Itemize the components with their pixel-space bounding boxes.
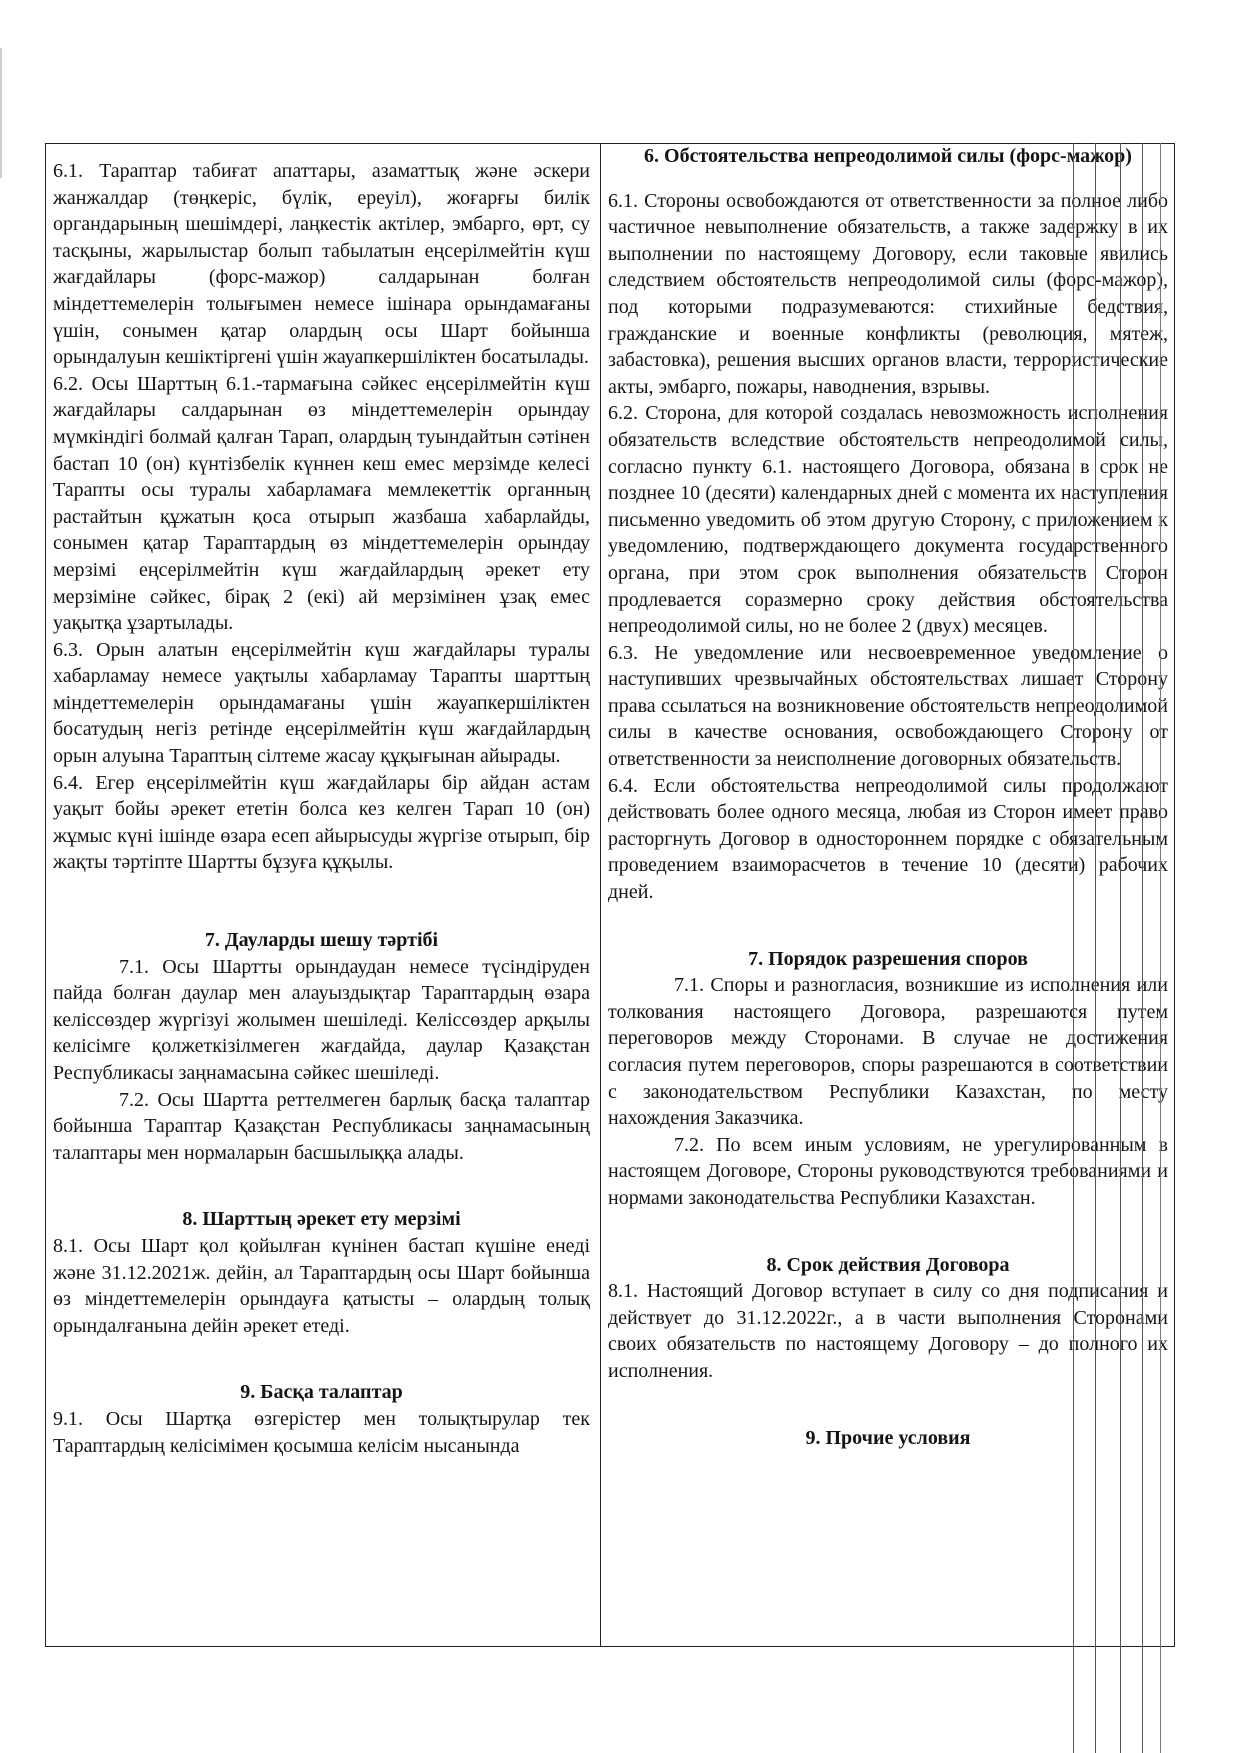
ru-section-6-heading: 6. Обстоятельства непреодолимой силы (форс-мажор) — [644, 145, 1132, 167]
kz-clause-6-2: 6.2. Осы Шарттың 6.1.-тармағына сәйкес еңсерілмейтін күш жағдайлары салдарынан өз міндеттемелерін орындау мүмкіндігі болмай қалған Тарап, олардың туындайтын сәтінен бастап 10 (он) күнтізбелік күннен кеш емес мерзімде келесі Тарапты осы туралы хабарламаға мемлекеттік органның растайтын құжатын қоса отырып жазбаша хабарлайды, сонымен қатар Тараптардың өз міндеттемелерін орындау мерзімі еңсерілмейтін күш жағдайлардың әрекет ету мерзіміне сәйкес, бірақ 2 (екі) ай мерзімінен ұзақ емес уақытқа ұзартылады. — [53, 372, 590, 635]
binding-stripe — [1120, 143, 1121, 1753]
ru-clause-6-2: 6.2. Сторона, для которой создалась невозможность исполнения обязательств вследствие обстоятельств непреодолимой силы, согласно пункту 6.1. настоящего Договора, обязана в срок не позднее 10 (десяти) календарных дней с момента их наступления письменно уведомить об этом другую Сторону, с приложением к уведомлению, подтверждающего документа государственного органа, при этом срок выполнения обязательств Сторон продлевается соразмерно сроку действия обстоятельства непреодолимой силы, но не более 2 (двух) месяцев. — [608, 402, 1168, 638]
kz-clause-8-1: 8.1. Осы Шарт қол қойылған күнінен бастап күшіне енеді және 31.12.2021ж. дейін, ал Тараптардың осы Шарт бойынша өз міндеттемелерін орындауға қатысты – олардың толық орындалғанына дейін әрекет етеді. — [53, 1234, 590, 1337]
kazakh-column — [53, 143, 590, 1643]
column-divider — [600, 143, 601, 1647]
ru-clause-6-1: 6.1. Стороны освобождаются от ответственности за полное либо частичное невыполнение обязательств, а также задержку в их выполнении по настоящему Договору, если таковые явились следствием обстоятельств непреодолимой силы (форс-мажор), под которыми подразумеваются: стихийные бедствия, гражданские и военные конфликты (революция, мятеж, забастовка), решения высших органов власти, террористические акты, эмбарго, пожары, наводнения, взрывы. — [608, 189, 1168, 398]
kz-section-9-heading: 9. Басқа талаптар — [240, 1381, 403, 1404]
kz-clause-7-2: 7.2. Осы Шартта реттелмеген барлық басқа талаптар бойынша Тараптар Қазақстан Республикасы заңнамасының талаптары мен нормаларын басшылыққа алады. — [53, 1088, 590, 1164]
ru-clause-7-1: 7.1. Споры и разногласия, возникшие из исполнения или толкования настоящего Договора, разрешаются путем переговоров между Сторонами. В случае не достижения согласия путем переговоров, споры разрешаются в соответствии с законодательством Республики Казахстан, по месту нахождения Заказчика. — [608, 974, 1168, 1130]
ru-section-9-heading: 9. Прочие условия — [805, 1426, 971, 1449]
scan-edge-mark — [0, 48, 2, 178]
kz-clause-6-1: 6.1. Тараптар табиғат апаттары, азаматтық және әскери жанжалдар (төңкеріс, бүлік, ереуіл), жоғарғы билік органдарының шешімдері, лаңкестік актілер, эмбарго, өрт, су тасқыны, жарылыстар болып табылатын еңсерілмейтін күш жағдайлары (форс-мажор) салдарынан болған міндеттемелерін толығымен немесе ішінара орындамағаны үшін, сонымен қатар олардың осы Шарт бойынша орындалуын кешіктіргені үшін жауапкершіліктен босатылады. — [53, 160, 590, 369]
ru-clause-7-2: 7.2. По всем иным условиям, не урегулированным в настоящем Договоре, Стороны руководствуются требованиями и нормами законодательства Республики Казахстан. — [608, 1133, 1168, 1209]
ru-section-7-heading: 7. Порядок разрешения споров — [748, 947, 1028, 970]
binding-stripe — [1073, 143, 1074, 1753]
ru-clause-6-3: 6.3. Не уведомление или несвоевременное уведомление о наступивших чрезвычайных обстоятельствах лишает Сторону права ссылаться на возникновение обстоятельств непреодолимой силы в качестве основания, освобождающего Сторону от ответственности за неисполнение договорных обязательств. — [608, 641, 1168, 771]
binding-stripe — [1160, 143, 1161, 1753]
ru-clause-6-4: 6.4. Если обстоятельства непреодолимой силы продолжают действовать более одного месяца, любая из Сторон имеет право расторгнуть Договор в одностороннем порядке с обязательным проведением взаиморасчетов в течение 10 (десяти) рабочих дней. — [608, 774, 1168, 904]
kz-clause-7-1: 7.1. Осы Шартты орындаудан немесе түсіндіруден пайда болған даулар мен алауыздықтар Тараптардың өзара келіссөздер жүргізуі жолымен шешіледі. Келіссөздер арқылы келісімге қолжеткізілмеген жағдайда, даулар Қазақстан Республикасы заңнамасына сәйкес шешіледі. — [53, 955, 590, 1084]
ru-clause-8-1: 8.1. Настоящий Договор вступает в силу со дня подписания и действует до 31.12.2022г., а в части выполнения Сторонами своих обязательств по настоящему Договору – до полного их исполнения. — [608, 1280, 1168, 1382]
russian-column — [608, 143, 1168, 1643]
binding-stripe — [1142, 143, 1143, 1753]
kz-clause-9-1: 9.1. Осы Шартқа өзгерістер мен толықтырулар тек Тараптардың келісімімен қосымша келісім нысанында — [53, 1407, 590, 1457]
ru-section-8-heading: 8. Срок действия Договора — [766, 1253, 1010, 1276]
kz-section-8-heading: 8. Шарттың әрекет ету мерзімі — [182, 1208, 461, 1231]
kz-section-7-heading: 7. Дауларды шешу тәртібі — [204, 929, 439, 952]
kz-clause-6-4: 6.4. Егер еңсерілмейтін күш жағдайлары бір айдан астам уақыт бойы әрекет ететін болса кез келген Тарап 10 (он) жұмыс күні ішінде өзара есеп айырысуды жүргізе отырып, бір жақты тәртіпте Шартты бұзуға құқылы. — [53, 771, 590, 874]
binding-stripe — [1095, 143, 1096, 1753]
kz-clause-6-3: 6.3. Орын алатын еңсерілмейтін күш жағдайлары туралы хабарламау немесе уақтылы хабарламау Тарапты шарттың міндеттемелерін орындамағаны үшін жауапкершіліктен босатудың негіз ретінде еңсерілмейтін күш жағдайлардың орын алуына Тараптың сілтеме жасау құқығынан айырады. — [53, 638, 590, 768]
